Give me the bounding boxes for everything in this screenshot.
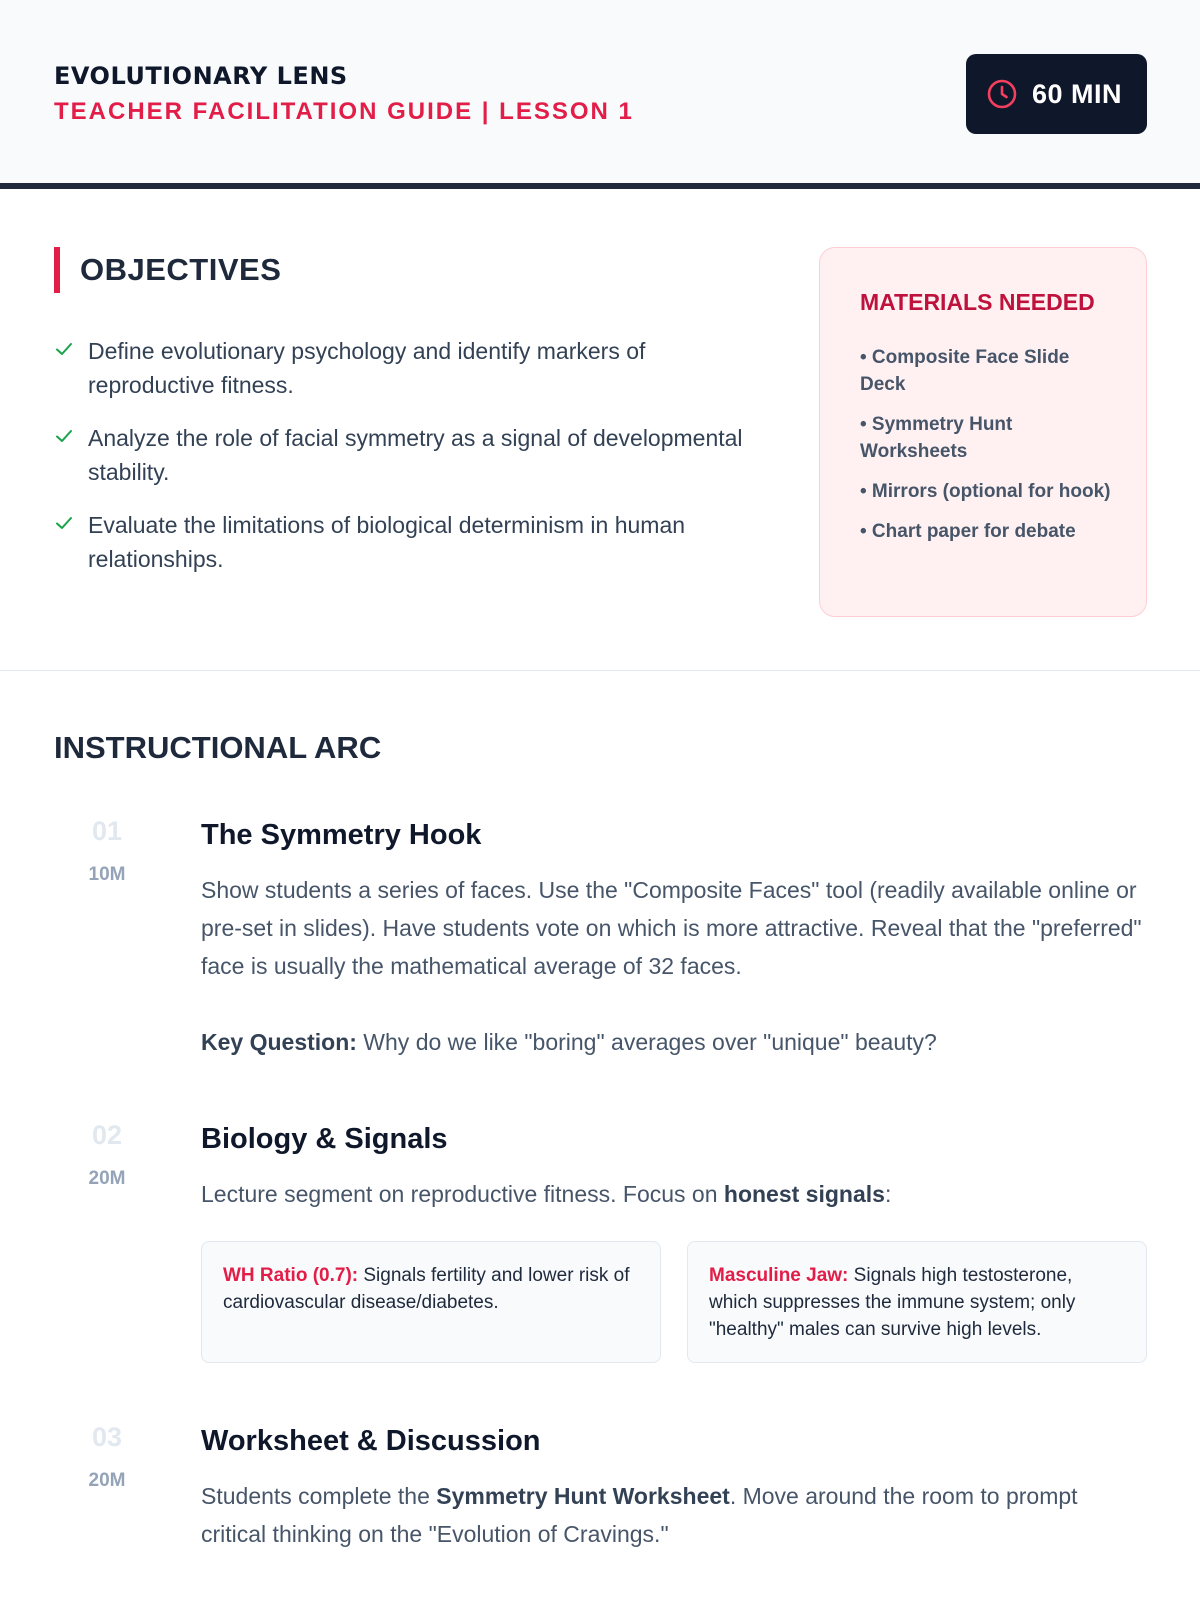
step-description-pre: Students complete the <box>201 1483 437 1509</box>
key-question-text: Why do we like "boring" averages over "unique" beauty? <box>356 1029 937 1055</box>
signal-term: Masculine Jaw: <box>709 1265 849 1286</box>
objectives-title: OBJECTIVES <box>80 252 282 287</box>
materials-card <box>819 247 1147 617</box>
step-description-bold: honest signals <box>723 1181 885 1207</box>
step-description-post: . Move around the room to prompt critical thinking on the "Evolution of Cravings." <box>201 1483 1078 1547</box>
arc-title: INSTRUCTIONAL ARC <box>54 730 382 765</box>
guide-title: EVOLUTIONARY LENS <box>54 62 348 90</box>
objective-text: Analyze the role of facial symmetry as a signal of developmental stability. <box>88 425 743 485</box>
duration-badge <box>966 54 1147 134</box>
material-item: • Composite Face Slide Deck <box>860 347 1070 395</box>
material-item: • Mirrors (optional for hook) <box>860 481 1111 502</box>
check-icon <box>54 339 74 359</box>
step-description <box>201 1477 1147 1553</box>
step-number: 01 <box>91 816 123 846</box>
step-title: The Symmetry Hook <box>201 819 482 851</box>
step-time: 20M <box>88 1168 126 1189</box>
objective-text: Evaluate the limitations of biological determinism in human relationships. <box>88 512 686 572</box>
brand-block <box>54 62 634 126</box>
signal-text: Signals high testosterone, which suppresses the immune system; only "healthy" males can survive high levels. <box>709 1265 1076 1340</box>
key-question-label: Key Question: <box>201 1029 357 1055</box>
step-description: Show students a series of faces. Use the "Composite Faces" tool (readily available online or pre-set in slides). Have students vote on which is more attractive. Reveal that the "preferred" face is usually the mathematical average of 32 faces. <box>201 877 1142 979</box>
duration-label: 60 MIN <box>1032 78 1123 109</box>
clock-icon <box>986 78 1018 110</box>
objectives-list <box>54 334 754 595</box>
step-number: 03 <box>91 1422 123 1452</box>
step-description-pre: Lecture segment on reproductive fitness. Focus on <box>201 1181 724 1207</box>
section-divider <box>0 670 1200 671</box>
step-time: 10M <box>88 864 126 885</box>
step-time: 20M <box>88 1470 126 1491</box>
guide-subtitle: TEACHER FACILITATION GUIDE | LESSON 1 <box>54 98 634 125</box>
material-item: • Symmetry Hunt Worksheets <box>860 414 1013 462</box>
step-title: Worksheet & Discussion <box>201 1425 541 1457</box>
page-header <box>0 0 1200 189</box>
materials-list <box>860 344 1116 545</box>
step-description-bold: Symmetry Hunt Worksheet <box>436 1483 730 1509</box>
objective-item <box>54 334 754 402</box>
material-item: • Chart paper for debate <box>860 521 1076 542</box>
check-icon <box>54 426 74 446</box>
objective-item <box>54 508 754 576</box>
signal-card-masculine-jaw <box>687 1241 1147 1363</box>
objective-item <box>54 421 754 489</box>
signal-card-wh-ratio <box>201 1241 661 1363</box>
objectives-accent-bar <box>54 247 60 293</box>
step-number: 02 <box>91 1120 123 1150</box>
materials-title: MATERIALS NEEDED <box>860 289 1095 315</box>
signal-text: Signals fertility and lower risk of cardiovascular disease/diabetes. <box>223 1265 630 1313</box>
key-question <box>201 1023 1147 1061</box>
objective-text: Define evolutionary psychology and identify markers of reproductive fitness. <box>88 338 646 398</box>
step-description-post: : <box>884 1181 892 1207</box>
signal-term: WH Ratio (0.7): <box>223 1265 359 1286</box>
step-title: Biology & Signals <box>201 1123 448 1155</box>
step-description <box>201 1175 1147 1213</box>
check-icon <box>54 513 74 533</box>
